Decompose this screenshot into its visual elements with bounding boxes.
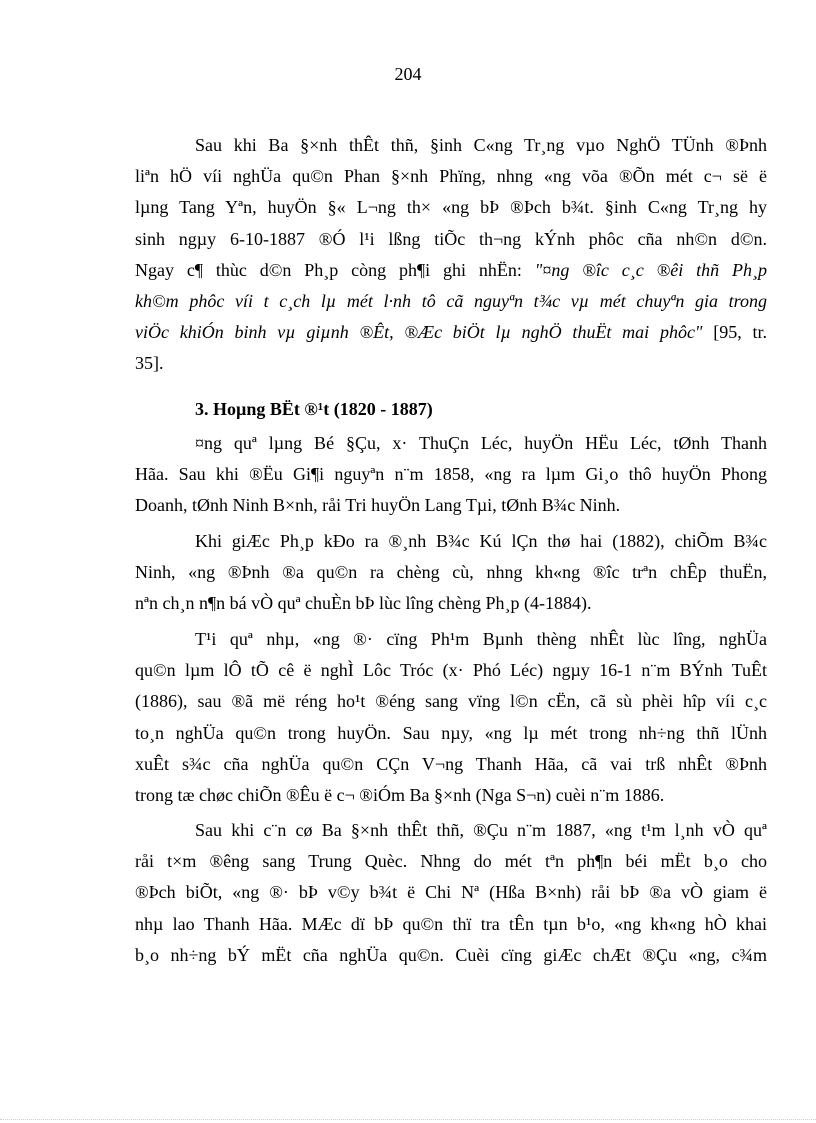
paragraph-french-invasion [135,526,767,620]
text-line: sinh ngµy 6-10-1887 ®Ó l¹i lßng tiÕc th¬ng kÝnh phôc cña nh©n d©n. [135,228,767,249]
text-segment: Ngay c¶ thùc d©n Ph¸p còng ph¶i ghi nhËn: [135,259,535,280]
text-line: Doanh, tØnh Ninh B×nh, råi Tri huyÖn Lang Tµi, tØnh B¾c Ninh. [135,495,621,516]
quote-text: viÖc khiÓn binh vµ giµnh ®Êt, ®Æc biÖt lµ nghÖ thuËt mai phôc" [135,322,703,343]
text-line [135,317,767,348]
text-line: qu©n lµm lÔ tÕ cê ë nghÌ Lôc Tróc (x· Phó Léc) ngµy 16-1 n¨m BÝnh TuÊt [135,660,767,681]
text-line: nhµ lao Thanh Hãa. MÆc dï bÞ qu©n thï tra tÊn tµn b¹o, «ng kh«ng hÒ khai [135,913,767,934]
paragraph-dinh-cong-trang [135,130,767,380]
text-line: b¸o nh÷ng bÝ mËt cña nghÜa qu©n. Cuèi cïng giÆc chÆt ®Çu «ng, c¾m [135,944,767,965]
text-line: råi t×m ®êng sang Trung Quèc. Nhng do mét tªn ph¶n béi mËt b¸o cho [135,851,767,872]
text-line: lµng Tang Yªn, huyÖn §« L¬ng th× «ng bÞ ®Þch b¾t. §inh C«ng Tr¸ng hy [135,197,767,218]
text-line: ¤ng quª lµng Bé §Çu, x· ThuÇn Léc, huyÖn HËu Léc, tØnh Thanh [195,433,767,453]
section-heading: 3. Hoµng BËt ®¹t (1820 - 1887) [195,399,433,419]
text-line: liªn hÖ víi nghÜa qu©n Phan §×nh Phïng, nhng «ng võa ®Õn mét c¬ së ë [135,166,767,187]
paragraph-capture [135,815,767,971]
text-line: T¹i quª nhµ, «ng ®· cïng Ph¹m Bµnh thèng nhÊt lùc lîng, nghÜa [195,629,767,649]
paragraph-uprising [135,624,767,811]
text-line: Sau khi Ba §×nh thÊt thñ, §inh C«ng Tr¸ng vµo NghÖ TÜnh ®Þnh [195,135,767,155]
text-line: Hãa. Sau khi ®Ëu Gi¶i nguyªn n¨m 1858, «ng ra lµm Gi¸o thô huyÖn Phong [135,464,767,485]
text-line: (1886), sau ®ã më réng ho¹t ®éng sang vïng l©n cËn, cã sù phèi hîp víi c¸c [135,691,767,712]
text-line: xuÊt s¾c cña nghÜa qu©n CÇn V¬ng Thanh Hãa, cã vai trß nhÊt ®Þnh [135,753,767,774]
text-line: Sau khi c¨n cø Ba §×nh thÊt thñ, ®Çu n¨m 1887, «ng t¹m l¸nh vÒ quª [195,820,767,840]
text-line: trong tæ chøc chiÕn ®Êu ë c¬ ®iÓm Ba §×nh (Nga S¬n) cuèi n¨m 1886. [135,784,665,805]
citation: [95, tr. [702,322,768,343]
text-line: 35]. [135,353,164,374]
page-number: 204 [394,64,422,84]
section-heading-container [135,394,767,425]
page-bottom-rule [0,1119,816,1120]
paragraph-origin [135,428,767,522]
text-line: ®Þch biÕt, «ng ®· bÞ v©y b¾t ë Chi Nª (Hßa B×nh) råi bÞ ®a vÒ giam ë [135,882,767,903]
text-line: Khi giÆc Ph¸p kÐo ra ®¸nh B¾c Kú lÇn thø hai (1882), chiÕm B¾c [195,531,767,551]
text-line: Ninh, «ng ®Þnh ®a qu©n ra chèng cù, nhng kh«ng ®îc trªn chÊp thuËn, [135,562,767,583]
text-line: to¸n nghÜa qu©n trong huyÖn. Sau nµy, «ng lµ mét trong nh÷ng thñ lÜnh [135,722,767,743]
text-line: nªn ch¸n n¶n bá vÒ quª chuÈn bÞ lùc lîng chèng Ph¸p (4-1884). [135,593,592,614]
text-line [135,255,767,286]
quote-text: "¤ng ®îc c¸c ®êi thñ Ph¸p [534,259,768,280]
quote-text: kh©m phôc víi t c¸ch lµ mét l·nh tô cã nguyªn t¾c vµ mét chuyªn gia trong [135,290,767,311]
